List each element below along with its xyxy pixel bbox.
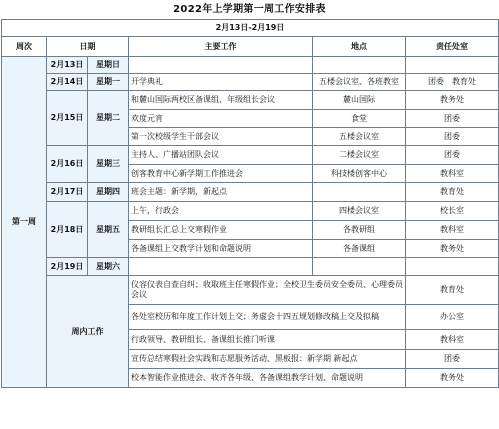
work-cell: 教研组长汇总上交寒假作业 <box>129 221 313 240</box>
table-row <box>2 276 499 305</box>
place-cell: 五楼会议室 <box>313 128 406 146</box>
place-cell: 科技楼创客中心 <box>313 165 406 183</box>
dept-cell: 教育处 <box>406 276 499 305</box>
weekday-cell: 星期日 <box>88 57 129 74</box>
table-row <box>2 74 499 91</box>
work-cell <box>129 57 313 74</box>
place-cell: 各备课组 <box>313 240 406 258</box>
place-cell: 二楼会议室 <box>313 146 406 165</box>
place-cell <box>313 57 406 74</box>
date-cell: 2月18日 <box>47 202 88 258</box>
date-cell: 2月13日 <box>47 57 88 74</box>
work-cell <box>129 258 313 276</box>
work-cell: 宣传总结寒假社会实践和志愿服务活动、黑板报：新学期 新起点 <box>129 350 406 369</box>
col-header-week: 周次 <box>2 37 47 57</box>
dept-cell: 教科室 <box>406 330 499 350</box>
dept-cell <box>406 258 499 276</box>
col-header-place: 地点 <box>313 37 406 57</box>
dept-cell: 教育处 <box>406 183 499 202</box>
dept-cell: 团委 <box>406 110 499 128</box>
work-cell: 欢度元宵 <box>129 110 313 128</box>
work-cell: 校本智能作业推进会、收齐各年级、各备课组教学计划、命题说明 <box>129 369 406 388</box>
table-row <box>2 57 499 74</box>
weekday-cell: 星期二 <box>88 91 129 146</box>
schedule-body <box>2 57 499 388</box>
table-row <box>2 258 499 276</box>
dept-cell: 团委 <box>406 146 499 165</box>
page-title: 2022年上学期第一周工作安排表 <box>173 4 326 15</box>
dept-cell: 教务处 <box>406 240 499 258</box>
work-cell: 各备课组上交教学计划和命题说明 <box>129 240 313 258</box>
dept-cell: 校长室 <box>406 202 499 221</box>
weekly-label-cell: 周内工作 <box>47 276 129 388</box>
dept-cell: 教科室 <box>406 221 499 240</box>
place-cell <box>313 258 406 276</box>
date-cell: 2月14日 <box>47 74 88 91</box>
dept-cell: 教务处 <box>406 369 499 388</box>
place-cell <box>313 183 406 202</box>
dept-cell: 团委 <box>406 350 499 369</box>
work-cell: 上午，行政会 <box>129 202 313 221</box>
dept-cell: 教务处 <box>406 91 499 110</box>
col-header-work: 主要工作 <box>129 37 313 57</box>
dept-cell: 团委 教育处 <box>406 74 499 91</box>
dept-cell: 办公室 <box>406 305 499 330</box>
date-cell: 2月17日 <box>47 183 88 202</box>
date-cell: 2月19日 <box>47 258 88 276</box>
col-header-dept: 责任处室 <box>406 37 499 57</box>
table-row <box>2 146 499 165</box>
weekday-cell: 星期五 <box>88 202 129 258</box>
date-cell: 2月16日 <box>47 146 88 183</box>
work-cell: 和麓山国际两校区备课组、年级组长会议 <box>129 91 313 110</box>
weekday-cell: 星期一 <box>88 74 129 91</box>
table-row <box>2 91 499 110</box>
work-cell: 主持人、广播站团队会议 <box>129 146 313 165</box>
weekday-cell: 星期三 <box>88 146 129 183</box>
place-cell: 食堂 <box>313 110 406 128</box>
work-cell: 创客教育中心新学期工作推进会 <box>129 165 313 183</box>
work-cell: 班会主题：新学期，新起点 <box>129 183 313 202</box>
dept-cell <box>406 57 499 74</box>
dept-cell: 教科室 <box>406 165 499 183</box>
dept-cell: 团委 <box>406 128 499 146</box>
work-cell: 开学典礼 <box>129 74 313 91</box>
weekday-cell: 星期四 <box>88 183 129 202</box>
table-row <box>2 202 499 221</box>
work-cell: 仪容仪表自查自纠；收取班主任寒假作业；全校卫生委员安全委员、心理委员会议 <box>129 276 406 305</box>
place-cell: 麓山国际 <box>313 91 406 110</box>
work-cell: 各处室校历和年度工作计划上交；务虚会十四五规划修改稿上交及拟稿 <box>129 305 406 330</box>
work-cell: 行政领导、教研组长、备课组长推门听课 <box>129 330 406 350</box>
weekday-cell: 星期六 <box>88 258 129 276</box>
schedule-table <box>1 19 499 388</box>
place-cell: 五楼会议室、各班教室 <box>313 74 406 91</box>
place-cell: 四楼会议室 <box>313 202 406 221</box>
week-label-cell: 第一周 <box>2 57 47 388</box>
place-cell: 各教研组 <box>313 221 406 240</box>
table-row <box>2 183 499 202</box>
date-range-header: 2月13日-2月19日 <box>2 20 499 37</box>
col-header-date: 日期 <box>47 37 129 57</box>
work-cell: 第一次校级学生干部会议 <box>129 128 313 146</box>
date-cell: 2月15日 <box>47 91 88 146</box>
